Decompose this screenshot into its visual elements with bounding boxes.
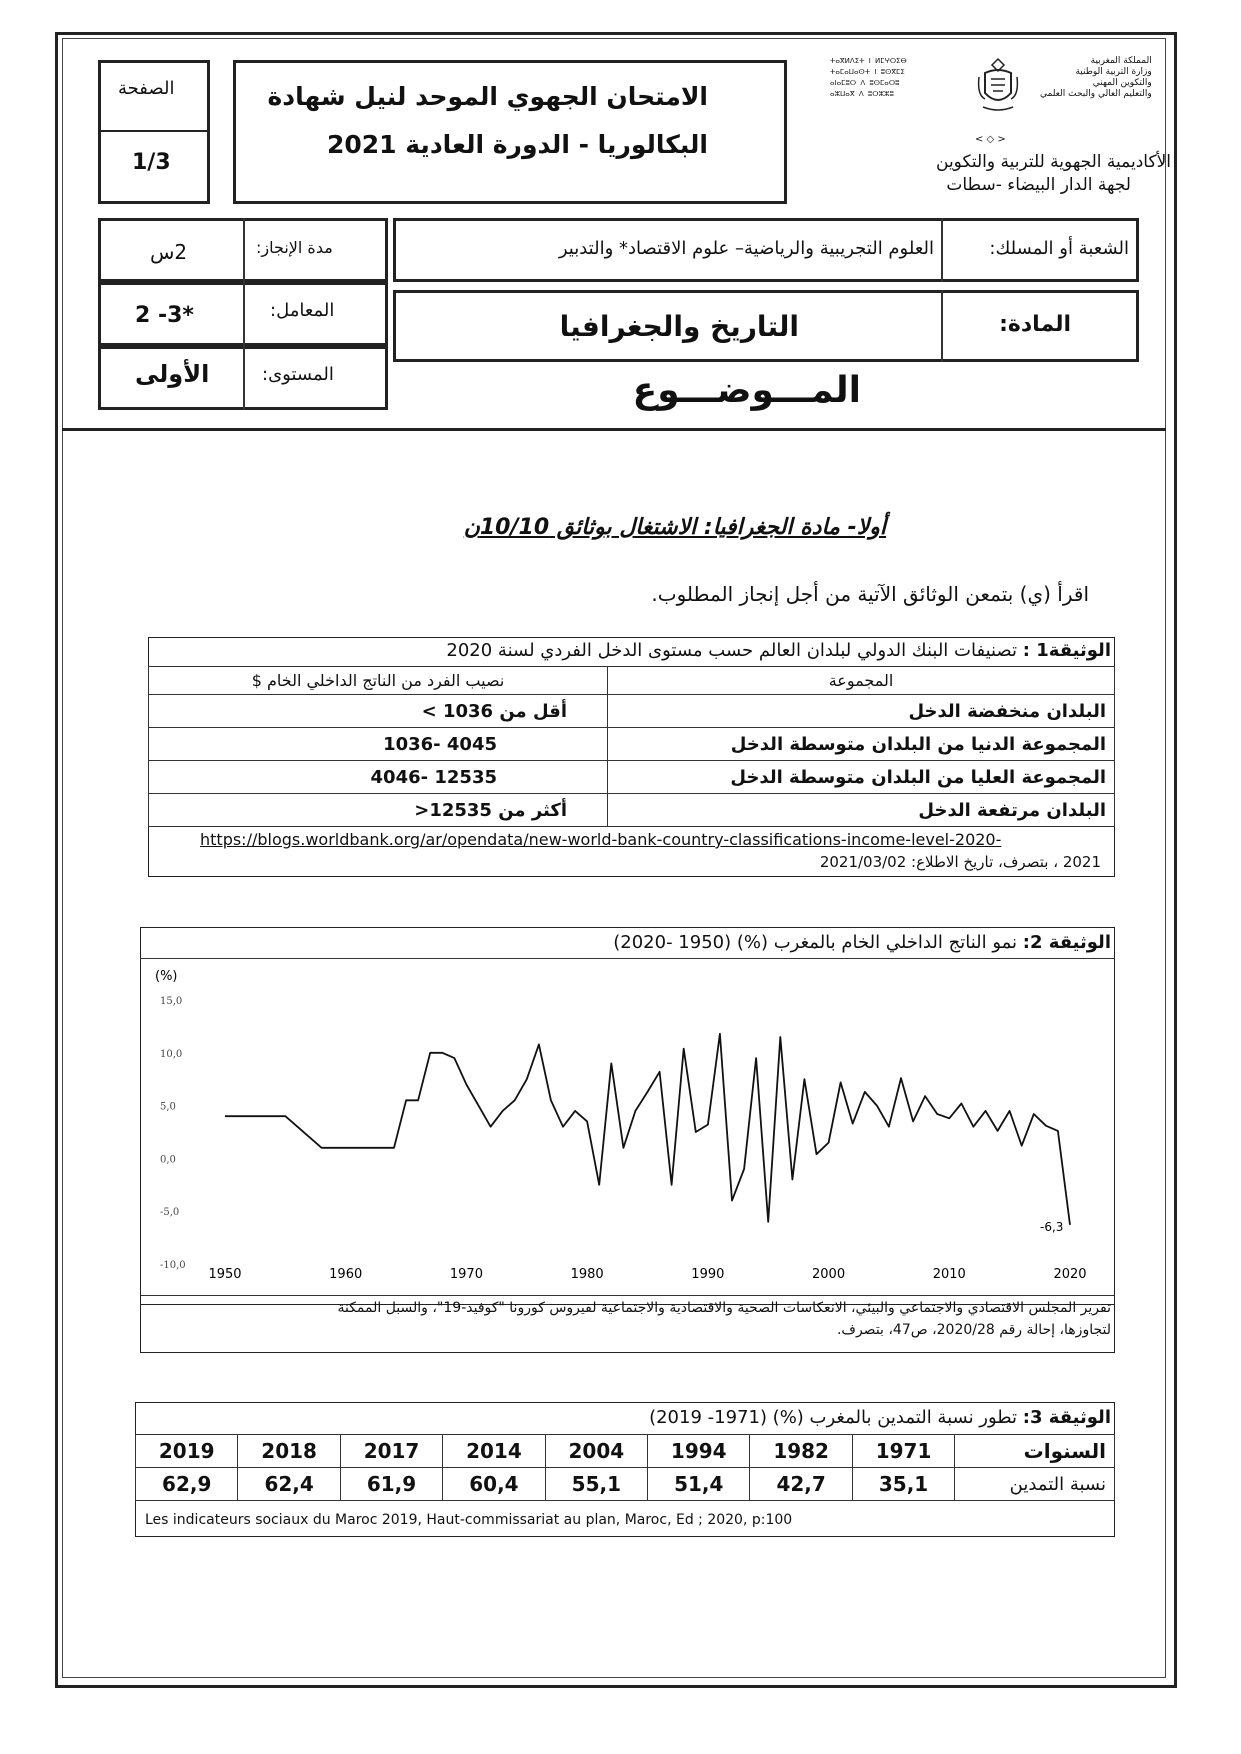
branch-label: الشعبة أو المسلك: bbox=[989, 238, 1129, 259]
doc3-rate-label: نسبة التمدين bbox=[955, 1468, 1115, 1501]
doc3-year: 1971 bbox=[852, 1435, 954, 1468]
ministry-name-tifinagh: ⵜⴰⴳⵍⴷⵉⵜ ⵏ ⵍⵎⵖⵔⵉⴱ ⵜⴰⵎⴰⵡⴰⵙⵜ ⵏ ⵓⵙⴳⵎⵉ ⴰⵏⴰⵎⵓⵔ ⴷ ⵓⵙⵎⴰⵔⵓ ⴰⵣⵡⴰⴳ ⴷ ⵓⵔⵣⵣⵓ bbox=[830, 57, 907, 98]
section-instruction: اقرأ (ي) بتمعن الوثائق الآتية من أجل إنجاز المطلوب. bbox=[651, 582, 1089, 606]
doc1-row-group: المجموعة العليا من البلدان متوسطة الدخل bbox=[608, 761, 1115, 794]
chart-y-tick-label: 0,0 bbox=[160, 1154, 176, 1166]
doc3-year: 1994 bbox=[648, 1435, 750, 1468]
duration-value: 2س bbox=[150, 240, 188, 264]
doc3-rate: 51,4 bbox=[648, 1468, 750, 1501]
doc1-row-group: البلدان مرتفعة الدخل bbox=[608, 794, 1115, 827]
academy-region: لجهة الدار البيضاء -سطات bbox=[946, 175, 1131, 195]
academy-name: الأكاديمية الجهوية للتربية والتكوين bbox=[936, 152, 1171, 172]
doc1-row-value: أقل من 1036 > bbox=[149, 695, 608, 728]
chart-y-tick-label: -5,0 bbox=[160, 1207, 180, 1219]
doc1-source-date: 2021 ، بتصرف، تاريخ الاطلاع: 2021/03/02 bbox=[819, 853, 1101, 871]
doc3-rate: 55,1 bbox=[545, 1468, 647, 1501]
doc3-rate: 60,4 bbox=[443, 1468, 545, 1501]
chart-x-tick-label: 2000 bbox=[812, 1267, 846, 1282]
topic-heading: المـــوضـــوع bbox=[632, 370, 861, 411]
subject-value: التاريخ والجغرافيا bbox=[559, 310, 799, 343]
doc3-title: الوثيقة 3: تطور نسبة التمدين بالمغرب (%) (1971- 2019) bbox=[649, 1407, 1111, 1428]
section-title: أولا- مادة الجغرافيا: الاشتغال بوثائق 10/10ن bbox=[463, 515, 886, 540]
doc1-col-group: المجموعة bbox=[608, 667, 1115, 695]
gdp-growth-chart bbox=[140, 958, 1115, 1295]
doc1-row-value: 4046- 12535 bbox=[149, 761, 608, 794]
doc3-year: 2018 bbox=[238, 1435, 340, 1468]
doc3-source: Les indicateurs sociaux du Maroc 2019, Haut-commissariat au plan, Maroc, Ed ; 2020, p:100 bbox=[145, 1512, 793, 1528]
header-divider bbox=[62, 428, 1166, 431]
chart-y-axis-label: (%) bbox=[155, 969, 178, 984]
chart-y-tick-label: -10,0 bbox=[160, 1260, 186, 1271]
coefficient-value: 2 -3* bbox=[135, 303, 194, 328]
chart-x-tick-label: 1950 bbox=[208, 1267, 242, 1282]
doc1-row-group: البلدان منخفضة الدخل bbox=[608, 695, 1115, 728]
chart-y-tick-label: 10,0 bbox=[160, 1048, 183, 1060]
ministry-name-ar: المملكة المغربية وزارة التربية الوطنية والتكوين المهني والتعليم العالي والبحث العلمي bbox=[1040, 56, 1152, 99]
doc3-years-label: السنوات bbox=[955, 1435, 1115, 1468]
branch-value: العلوم التجريبية والرياضية– علوم الاقتصاد* والتدبير bbox=[558, 238, 934, 259]
doc2-source-line1: تقرير المجلس الاقتصادي والاجتماعي والبيئي، الانعكاسات الصحية والاقتصادية والاجتماعية لفيروس كورونا "كوفيد-19"، والسبل الممكنة bbox=[337, 1300, 1111, 1316]
doc3-table bbox=[135, 1434, 1115, 1501]
chart-y-tick-label: 5,0 bbox=[160, 1101, 176, 1113]
duration-label: مدة الإنجاز: bbox=[256, 238, 333, 257]
header-separator: < ◇ > bbox=[975, 134, 1006, 145]
doc3-rate: 62,9 bbox=[136, 1468, 238, 1501]
doc3-year: 2004 bbox=[545, 1435, 647, 1468]
coat-of-arms-icon bbox=[975, 55, 1021, 115]
doc1-row-value: أكثر من 12535< bbox=[149, 794, 608, 827]
doc1-row-value: 1036- 4045 bbox=[149, 728, 608, 761]
exam-title-line1: الامتحان الجهوي الموحد لنيل شهادة bbox=[267, 82, 708, 111]
doc1-source-url[interactable]: https://blogs.worldbank.org/ar/opendata/new-world-bank-country-classifications-income-level-2020- bbox=[200, 830, 1002, 849]
doc2-title: الوثيقة 2: نمو الناتج الداخلي الخام بالمغرب (%) (1950 -2020) bbox=[613, 932, 1111, 953]
chart-x-tick-label: 2020 bbox=[1053, 1267, 1087, 1282]
chart-x-tick-label: 1980 bbox=[570, 1267, 604, 1282]
chart-x-tick-label: 1990 bbox=[691, 1267, 725, 1282]
chart-x-tick-label: 2010 bbox=[932, 1267, 966, 1282]
level-value: الأولى bbox=[135, 360, 210, 388]
doc3-year: 2017 bbox=[340, 1435, 442, 1468]
level-label: المستوى: bbox=[262, 364, 334, 385]
chart-x-tick-label: 1970 bbox=[449, 1267, 483, 1282]
doc1-title: الوثيقة1 : تصنيفات البنك الدولي لبلدان العالم حسب مستوى الدخل الفردي لسنة 2020 bbox=[446, 640, 1111, 661]
doc1-row-group: المجموعة الدنيا من البلدان متوسطة الدخل bbox=[608, 728, 1115, 761]
chart-y-tick-label: 15,0 bbox=[160, 996, 183, 1007]
doc1-col-gdp: نصيب الفرد من الناتج الداخلي الخام $ bbox=[149, 667, 608, 695]
doc1-table bbox=[148, 666, 1115, 827]
doc3-year: 2019 bbox=[136, 1435, 238, 1468]
doc2-source-line2: لتجاوزها، إحالة رقم 2020/28، ص47، بتصرف. bbox=[836, 1322, 1111, 1338]
page-value: 1/3 bbox=[132, 150, 171, 175]
doc3-year: 1982 bbox=[750, 1435, 852, 1468]
subject-label: المادة: bbox=[999, 312, 1071, 337]
doc3-rate: 35,1 bbox=[852, 1468, 954, 1501]
doc3-rate: 42,7 bbox=[750, 1468, 852, 1501]
doc3-rate: 62,4 bbox=[238, 1468, 340, 1501]
page-label: الصفحة bbox=[118, 78, 175, 99]
doc3-year: 2014 bbox=[443, 1435, 545, 1468]
chart-annotation: -6,3 bbox=[1040, 1219, 1064, 1234]
chart-x-tick-label: 1960 bbox=[329, 1267, 363, 1282]
exam-title-line2: البكالوريا - الدورة العادية 2021 bbox=[326, 130, 708, 159]
chart-series-line bbox=[225, 1034, 1070, 1225]
doc3-rate: 61,9 bbox=[340, 1468, 442, 1501]
coefficient-label: المعامل: bbox=[270, 300, 335, 321]
